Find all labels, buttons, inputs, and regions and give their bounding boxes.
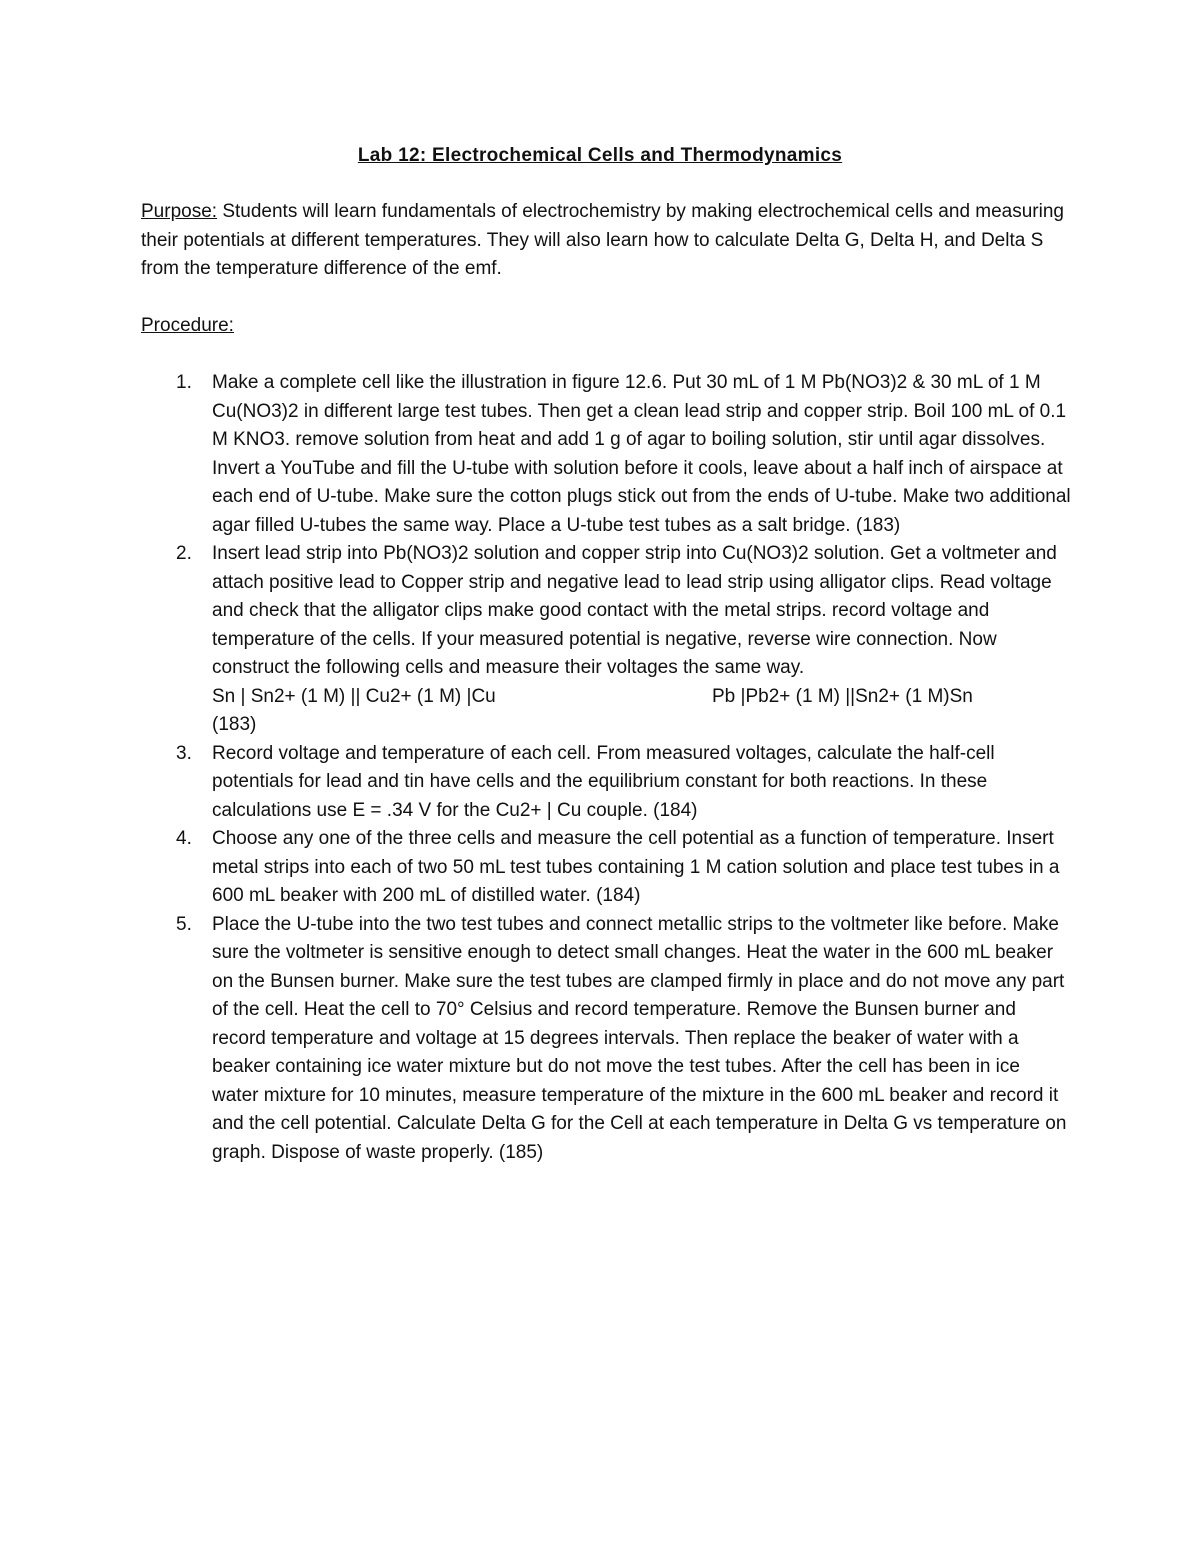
document-title: Lab 12: Electrochemical Cells and Thermodynamics	[357, 145, 843, 166]
step-text: Insert lead strip into Pb(NO3)2 solution and copper strip into Cu(NO3)2 solution. Get a voltmeter and attach positive lead to Copper strip and negative lead to lead strip using alligator clips. Read voltage and check that the alligator clips make good contact with the metal strips. record voltage and temperature of the cells. If your measured potential is negative, reverse wire connection. Now construct the following cells and measure their voltages the same way.	[212, 543, 1057, 678]
page-reference: (183)	[212, 714, 257, 735]
step-number: 1.	[176, 372, 192, 393]
step-number: 3.	[176, 742, 192, 764]
step-number: 5.	[176, 913, 192, 935]
procedure-heading: Procedure:	[141, 315, 234, 336]
cell-notation-row	[212, 683, 1071, 712]
step-number: 2.	[176, 543, 192, 564]
cell-notation-sn-cu: Sn | Sn2+ (1 M) || Cu2+ (1 M) |Cu	[212, 685, 496, 707]
procedure-step-2	[141, 540, 1071, 740]
step-text: Choose any one of the three cells and measure the cell potential as a function of temperature. Insert metal strips into each of two 50 mL test tubes containing 1 M cation solution and place test tubes in a 600 mL beaker with 200 mL of distilled water. (184)	[212, 828, 1060, 906]
purpose-text: Students will learn fundamentals of electrochemistry by making electrochemical cells and measuring their potentials at different temperatures. They will also learn how to calculate Delta G, Delta H, and Delta S from the temperature difference of the emf.	[141, 201, 1064, 279]
procedure-step-3	[141, 740, 1071, 826]
cell-notation-pb-sn: Pb |Pb2+ (1 M) ||Sn2+ (1 M)Sn	[712, 685, 973, 707]
step-text: Place the U-tube into the two test tubes and connect metallic strips to the voltmeter like before. Make sure the voltmeter is sensitive enough to detect small changes. Heat the water in the 600 mL beaker on the Bunsen burner. Make sure the test tubes are clamped firmly in place and do not move any part of the cell. Heat the cell to 70° Celsius and record temperature. Remove the Bunsen burner and record temperature and voltage at 15 degrees intervals. Then replace the beaker of water with a beaker containing ice water mixture but do not move the test tubes. After the cell has been in ice water mixture for 10 minutes, measure temperature of the mixture in the 600 mL beaker and record it and the cell potential. Calculate Delta G for the Cell at each temperature in Delta G vs temperature on graph. Dispose of waste properly. (185)	[212, 913, 1067, 1163]
step-text: Make a complete cell like the illustration in figure 12.6. Put 30 mL of 1 M Pb(NO3)2 & 30 mL of 1 M Cu(NO3)2 in different large test tubes. Then get a clean lead strip and copper strip. Boil 100 mL of 0.1 M KNO3. remove solution from heat and add 1 g of agar to boiling solution, stir until agar dissolves. Invert a YouTube and fill the U-tube with solution before it cools, leave about a half inch of airspace at each end of U-tube. Make sure the cotton plugs stick out from the ends of U-tube. Make two additional agar filled U-tubes the same way. Place a U-tube test tubes as a salt bridge. (183)	[212, 372, 1071, 536]
procedure-step-1	[141, 369, 1071, 540]
procedure-step-4	[141, 825, 1071, 911]
step-number: 4.	[176, 828, 192, 849]
procedure-step-5	[141, 911, 1071, 1168]
purpose-paragraph	[141, 198, 1071, 284]
procedure-steps	[141, 369, 1071, 1167]
step-text: Record voltage and temperature of each cell. From measured voltages, calculate the half-cell potentials for lead and tin have cells and the equilibrium constant for both reactions. In these calculations use E = .34 V for the Cu2+ | Cu couple. (184)	[212, 742, 995, 821]
purpose-label: Purpose:	[141, 201, 218, 222]
